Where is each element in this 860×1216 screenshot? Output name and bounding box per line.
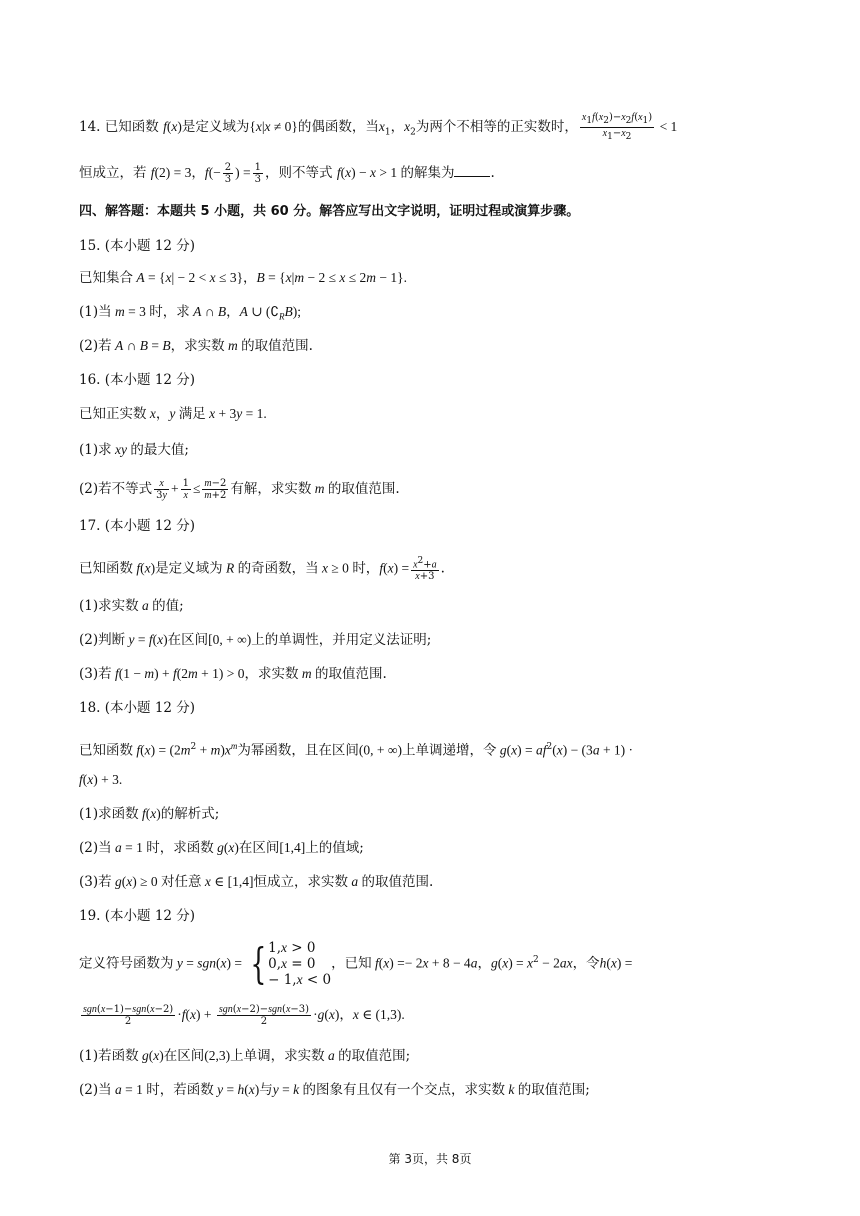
q19-text: 与 [259,1082,273,1098]
q14-text: ，则不等式 [265,165,333,181]
q19-text: ，已知 [331,955,372,972]
q17-text: 的取值范围. [314,666,387,682]
q19-number: 19. (本小题 12 分) [79,908,196,924]
q14-text: 的解集为 [400,165,455,181]
q17-text: ，求实数 [244,666,299,682]
q17-text: 是定义域为 [155,560,223,577]
q18-text: 为幂函数，且在区间 [237,742,359,759]
q15-text: 已知集合 [79,270,133,286]
q14-text: 是定义域为 [181,119,250,135]
q19-text: (1)若函数 [79,1048,139,1064]
q17-text: 已知函数 [79,560,133,577]
q17-part2: (2)判断 y = f(x)在区间[0, + ∞)上的单调性，并用定义法证明; [79,632,432,648]
q16-part2: (2)若不等式 $\frac{x}{3y}$ + $\frac{1}{x}$ ≤ $\frac{m-2}{m+2}$ 有解，求实数 m 的取值范围. [79,478,400,501]
q18-text: 的取值范围. [361,874,434,890]
q16-text: 有解，求实数 [230,481,312,497]
q16-stem: 已知正实数 x，y 满足 x + 3y = 1. [79,406,267,422]
q19-part2: (2)当 a = 1 时，若函数 y = h(x)与y = k 的图象有且仅有一个交点，求实数 k 的取值范围; [79,1082,590,1098]
q18-text: 已知函数 [79,742,133,759]
section-heading: 四、解答题：本题共 5 小题，共 60 分。解答应写出文字说明，证明过程或演算步骤。 [79,204,580,219]
q18-text: 恒成立，求实数 [253,874,349,890]
q16-text: 的最大值; [130,442,189,458]
q17-number: 17. (本小题 12 分) [79,518,196,534]
q18-text: (3)若 [79,874,112,890]
q18-part2: (2)当 a = 1 时，求函数 g(x)在区间[1,4]上的值域; [79,840,364,856]
q18-stem: 已知函数 $f(x) = (2m^2 + m)x^m$为幂函数，且在区间(0, + ∞)上单调递增，令 $g(x) = af^2(x) - (3a + 1)$ · [79,741,634,759]
q19-text: 时，若函数 [146,1082,214,1098]
q17-part3: (3)若 f(1 − m) + f(2m + 1) > 0，求实数 m 的取值范围. [79,666,387,682]
answer-blank [454,164,490,177]
q17-part1: (1)求实数 a 的值; [79,598,184,614]
q15-text: ，求实数 [170,338,225,354]
q18-text: 的解析式; [160,806,220,822]
q19-text: 上单调，求实数 [230,1048,325,1064]
q17-stem: 已知函数 f(x)是定义域为 R 的奇函数，当 x ≥ 0 时，f(x) = $\frac{x^2+a}{x+3}$ . [79,556,445,583]
q17-text: (1)求实数 [79,598,139,614]
q16-number: 16. (本小题 12 分) [79,372,196,388]
q14-line2: 恒成立，若 f(2) = 3，f(− $\frac{2}{3}$ ) = $\frac{1}{3}$ ，则不等式 f(x) − x > 1 的解集为 . [79,162,495,185]
q15-text: 时，求 [149,304,190,320]
q17-text: 的奇函数，当 [237,560,319,577]
q16-text: (1)求 [79,442,112,458]
q18-text: (2)当 [79,840,112,856]
q18-text: 在区间 [238,840,280,856]
q19-text: 的取值范围; [338,1048,411,1064]
q14-line1: 14. 已知函数 f(x)是定义域为{x|x ≠ 0}的偶函数，当$x_1$，$x_2$为两个不相等的正实数时， $\frac{x_1f(x_2)-x_2f(x_1)}{x_1-x_2}$ < 1 [79,112,678,142]
q19-text: ，令 [572,955,600,972]
q17-text: 上的单调性，并用定义法证明; [251,632,432,648]
q16-part1: (1)求 xy 的最大值; [79,442,189,458]
q15-text: (2)若 [79,338,112,354]
q15-stem: 已知集合 A = {x| − 2 < x ≤ 3}，B = {x|m − 2 ≤ x ≤ 2m − 1}. [79,270,408,286]
q18-text: (1)求函数 [79,806,139,822]
q15-text: (1)当 [79,304,112,320]
q16-text: 已知正实数 [79,406,147,422]
q16-text: 满足 [178,406,206,422]
q18-text: 上单调递增，令 [401,742,497,759]
q19-text: (2)当 [79,1082,112,1098]
q18-text: 时，求函数 [146,840,214,856]
q18-part1: (1)求函数 f(x)的解析式; [79,806,220,822]
q17-text: (2)判断 [79,632,126,648]
q15-number: 15. (本小题 12 分) [79,238,196,254]
q17-text: 在区间 [167,632,209,648]
q16-text: 的取值范围. [327,481,400,497]
piecewise-cases: 1,x > 0 0,x = 0 − 1,x < 0 [268,940,332,988]
q17-text: (3)若 [79,666,112,682]
q14-text: 的偶函数，当 [297,119,379,135]
q17-text: 时， [352,560,380,577]
q17-text: 的值; [152,598,184,614]
q14-fraction: $\frac{x_1f(x_2)-x_2f(x_1)}{x_1-x_2}$ [581,112,653,142]
q18-number: 18. (本小题 12 分) [79,700,196,716]
q19-h-definition: $\frac{\text{sgn(x−1)−sgn(x−2)}}{2}$ ·f(x) + $\frac{\text{sgn(x−2)−sgn(x−3)}}{2}$ ·g(x)，x ∈ (1,3). [83,1004,405,1027]
page-footer: 第 3页，共 8页 [388,1152,472,1166]
q15-part1: (1)当 m = 3 时，求 A ∩ B，A ∪ $(∁_RB)$; [79,304,302,322]
q15-part2: (2)若 A ∩ B = B，求实数 m 的取值范围. [79,338,313,354]
q19-part1: (1)若函数 g(x)在区间(2,3)上单调，求实数 a 的取值范围; [79,1048,411,1064]
q15-text: 的取值范围. [241,338,313,354]
q14-text: 为两个不相等的正实数时， [415,119,578,135]
q18-text: 上的值域; [305,840,364,856]
q19-stem: 定义符号函数为 y = sgn(x) = { 1,x > 0 0,x = 0 − 1,x < 0 ，已知 f(x) =− 2x + 8 − 4a，$g(x) = x^2 - 2ax$，令h(x) = [79,939,633,988]
q16-text: (2)若不等式 [79,481,153,497]
q14-text: 恒成立，若 [79,165,147,181]
q19-text: 的取值范围; [517,1082,590,1098]
q18-stem-cont: f(x) + 3. [79,772,123,787]
q19-text: 的图象有且仅有一个交点，求实数 [302,1082,505,1098]
q19-text: 定义符号函数为 [79,955,174,972]
q19-text: 在区间 [163,1048,205,1064]
q18-text: 对任意 [161,874,202,890]
q14-text: 14. 已知函数 [79,119,159,135]
q18-part3: (3)若 g(x) ≥ 0 对任意 x ∈ [1,4]恒成立，求实数 a 的取值范围. [79,874,434,890]
